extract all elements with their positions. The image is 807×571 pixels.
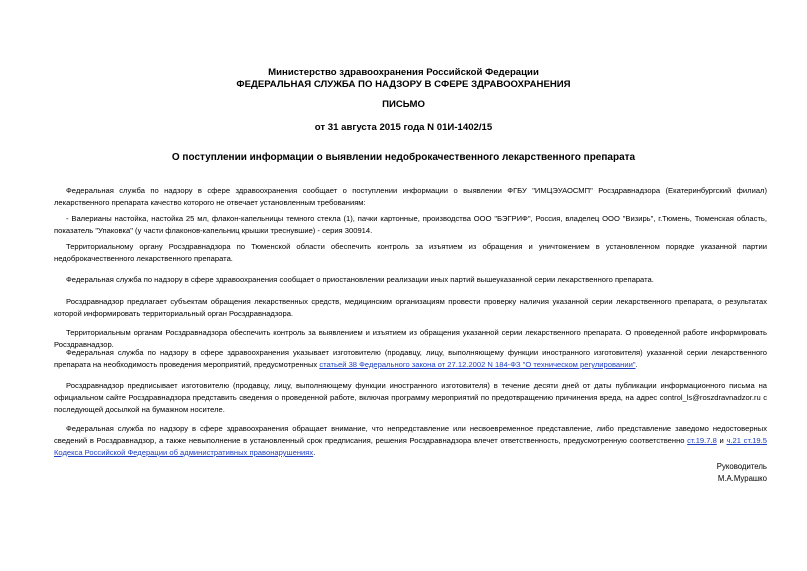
paragraph-5: Росздравнадзор предлагает субъектам обращения лекарственных средств, медицинским организациям провести проверку наличия указанной серии лекарственного препарата, о результатах которой информировать территориальный орган Росздравнадзора. bbox=[54, 297, 767, 318]
paragraph-9-mid: и bbox=[716, 436, 727, 445]
paragraph-3: Территориальному органу Росздравнадзора по Тюменской области обеспечить контроль за изъятием из обращения и уничтожением в установленном порядке указанной партии недоброкачественного лекарственного препарата. bbox=[54, 242, 767, 263]
paragraph-2: - Валерианы настойка, настойка 25 мл, флакон-капельницы темного стекла (1), пачки картонные, производства ООО "БЭГРИФ", Россия, владелец ООО "Визирь", г.Тюмень, Тюменская область, показатель "Упаковка" (у части флаконов-капельниц крышки треснувшие) - серия 300914. bbox=[54, 214, 767, 235]
signature-name: М.А.Мурашко bbox=[717, 474, 767, 483]
paragraph-7-text: Федеральная служба по надзору в сфере здравоохранения указывает изготовителю (продавцу, лицу, выполняющему функции иностранного изготовителя) указанной серии лекарственного препарата на необходимость проведения мероприятий, предусмотренных bbox=[54, 348, 767, 369]
signature-title: Руководитель bbox=[716, 462, 767, 471]
document-subject: О поступлении информации о выявлении недоброкачественного лекарственного препарата bbox=[171, 152, 636, 163]
paragraph-9 bbox=[54, 423, 767, 459]
header-service: ФЕДЕРАЛЬНАЯ СЛУЖБА ПО НАДЗОРУ В СФЕРЕ ЗДРАВООХРАНЕНИЯ bbox=[236, 79, 571, 90]
paragraph-8: Росздравнадзор предписывает изготовителю (продавцу, лицу, выполняющему функции иностранного изготовителя) в течение десяти дней от даты публикации информационного письма на официальном сайте Росздравнадзора представить сведения о проведенной работе, включая программу мероприятий по предотвращению причинения вреда, на адрес control_ls@roszdravnadzor.ru с последующей досылкой на бумажном носителе. bbox=[54, 381, 767, 414]
paragraph-9-text: Федеральная служба по надзору в сфере здравоохранения обращает внимание, что непредставление или несвоевременное представление, либо представление заведомо недостоверных сведений в Росздравнадзор, а также невыполнение в установленный срок предписания, решения Росздравнадзора влечет ответственность, предусмотренную соответственно bbox=[54, 424, 767, 445]
paragraph-7 bbox=[54, 347, 767, 371]
paragraph-9-end: . bbox=[313, 448, 316, 457]
header-ministry: Министерство здравоохранения Российской Федерации bbox=[268, 67, 539, 78]
paragraph-6: Территориальным органам Росздравнадзора обеспечить контроль за выявлением и изъятием из обращения указанной серии лекарственного препарата. О проведенной работе информировать Росздравнадзор. bbox=[54, 328, 767, 349]
paragraph-4: Федеральная служба по надзору в сфере здравоохранения сообщает о приостановлении реализации иных партий вышеуказанной серии лекарственного препарата. bbox=[66, 275, 654, 284]
document-date-number: от 31 августа 2015 года N 01И-1402/15 bbox=[314, 122, 493, 133]
law-38-link[interactable]: статьей 38 Федерального закона от 27.12.2002 N 184-ФЗ "О техническом регулировании" bbox=[319, 360, 636, 369]
article-19-7-8-link[interactable]: ст.19.7.8 bbox=[687, 436, 717, 445]
koap-19-5-link[interactable]: ч.21 ст.19.5 Кодекса Российской Федерации об административных правонарушениях bbox=[54, 436, 767, 457]
document-type: ПИСЬМО bbox=[382, 99, 425, 110]
paragraph-7-end: . bbox=[635, 360, 638, 369]
paragraph-1: Федеральная служба по надзору в сфере здравоохранения сообщает о поступлении информации о выявлении ФГБУ "ИМЦЭУАОСМП" Росздравнадзора (Екатеринбургский филиал) лекарственного препарата качество которого не отвечает установленным требованиям: bbox=[54, 186, 767, 207]
